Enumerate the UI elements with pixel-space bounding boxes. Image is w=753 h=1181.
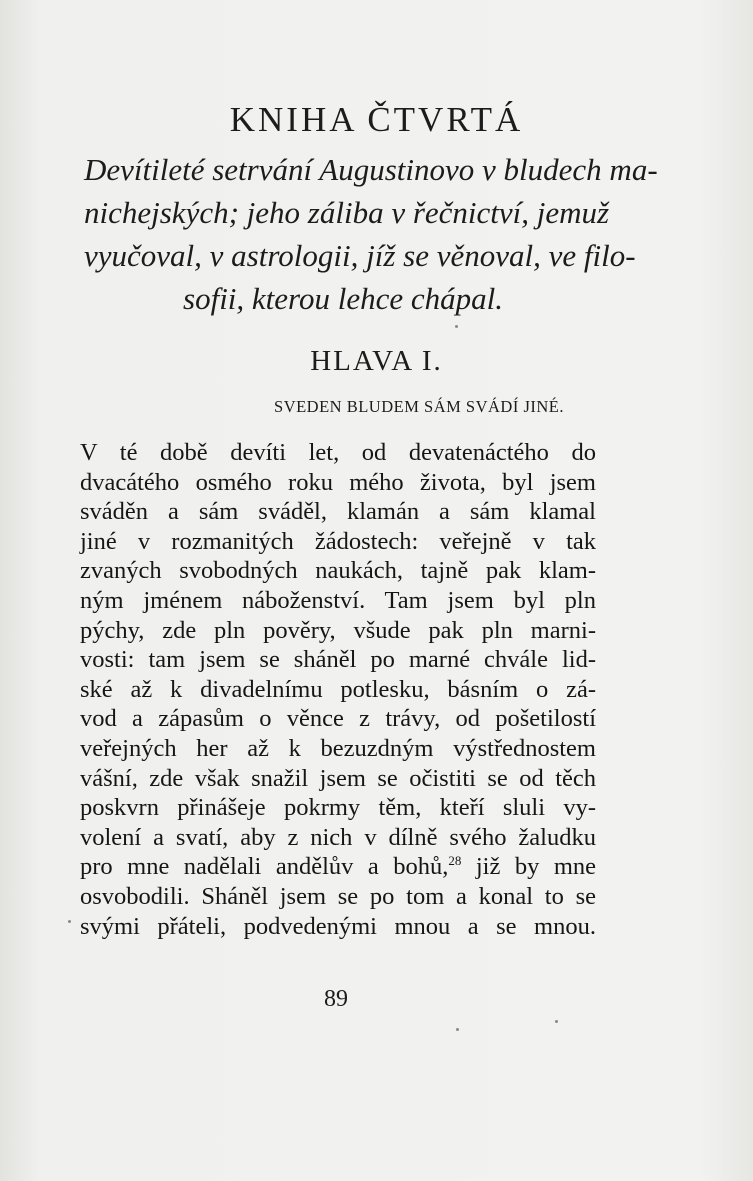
footnote-line-after: již by mne	[461, 853, 596, 881]
chapter-subtitle-wrapper	[0, 397, 678, 417]
body-line: vod a zápasům o věnce z trávy, od pošetilostí	[80, 705, 596, 733]
subtitle-line: nichejských; jeho záliba v řečnictví, jemuž	[84, 195, 610, 230]
body-line: dvacátého osmého roku mého života, byl jsem	[80, 468, 596, 496]
body-line: V té době devíti let, od devatenáctého do	[80, 439, 596, 466]
book-title: KNIHA ČTVRTÁ	[229, 100, 524, 139]
body-line: zvaných svobodných naukách, tajně pak klam-	[80, 557, 596, 585]
subtitle-line: sofii, kterou lehce chápal.	[183, 281, 503, 316]
body-text	[80, 438, 596, 941]
body-line: jiné v rozmanitých žádostech: veřejně v tak	[80, 527, 596, 555]
paper-speck	[456, 1028, 459, 1031]
book-subtitle	[84, 148, 658, 320]
body-line: ným jménem náboženství. Tam jsem byl pln	[80, 586, 596, 614]
body-line: vosti: tam jsem se sháněl po marné chvále lid-	[80, 646, 596, 674]
body-line: poskvrn přinášeje pokrmy těm, kteří sluli vy-	[80, 794, 596, 822]
paper-speck	[68, 920, 71, 923]
paper-speck	[455, 325, 458, 328]
subtitle-line: vyučoval, v astrologii, jíž se věnoval, ve filo-	[84, 238, 636, 273]
chapter-title: HLAVA I.	[310, 345, 443, 377]
footnote-line-before: pro mne nadělali andělův a bohů,	[80, 853, 449, 881]
body-line-with-footnote	[80, 852, 596, 882]
body-line: osvobodili. Sháněl jsem se po tom a konal to se	[80, 882, 596, 910]
body-line: pýchy, zde pln pověry, všude pak pln marni-	[80, 616, 596, 644]
body-line: svými přáteli, podvedenými mnou a se mnou.	[80, 912, 596, 940]
body-line: veřejných her až k bezuzdným výstřednostem	[80, 734, 596, 762]
body-line: vášní, zde však snažil jsem se očistiti se od těch	[80, 764, 596, 792]
chapter-subtitle: SVEDEN BLUDEM SÁM SVÁDÍ JINÉ.	[274, 397, 564, 416]
page-number: 89	[324, 986, 348, 1012]
paper-speck	[555, 1020, 558, 1023]
body-line: volení a svatí, aby z nich v dílně svého žaludku	[80, 823, 596, 851]
footnote-reference: 28	[448, 853, 462, 869]
body-line: ské až k divadelnímu potlesku, básním o zá-	[80, 675, 596, 703]
body-line: sváděn a sám sváděl, klamán a sám klamal	[80, 498, 596, 526]
subtitle-line: Devítileté setrvání Augustinovo v bludech ma-	[84, 152, 658, 187]
